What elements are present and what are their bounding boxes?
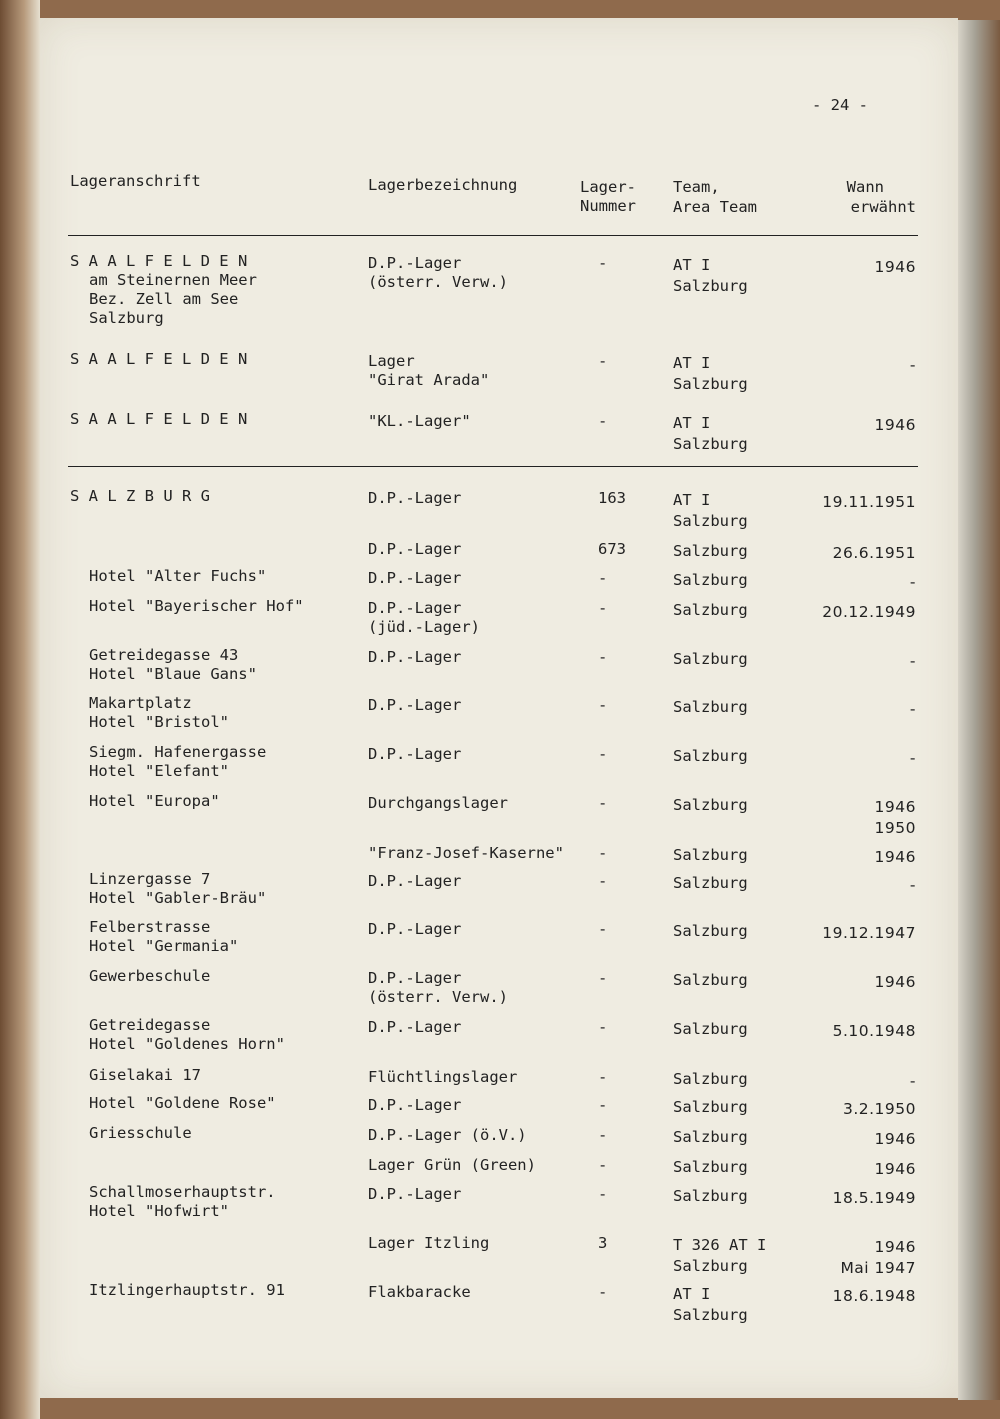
row-team-line2: Salzburg bbox=[673, 375, 748, 393]
row-address: Siegm. Hafenergasse bbox=[89, 743, 267, 761]
header-date-line1: Wann bbox=[846, 178, 884, 196]
page-number: - 24 - bbox=[812, 96, 868, 114]
row-address-line2: Hotel "Goldenes Horn" bbox=[89, 1035, 285, 1053]
row-date: 18.5.1949 bbox=[832, 1189, 916, 1207]
row-designation: D.P.-Lager bbox=[368, 254, 462, 272]
row-address: Hotel "Alter Fuchs" bbox=[89, 567, 267, 585]
row-address-line3: Bez. Zell am See bbox=[89, 290, 239, 308]
row-camp-number: - bbox=[598, 569, 608, 587]
row-date: 1946 bbox=[874, 1238, 916, 1256]
row-team: AT I bbox=[673, 1285, 711, 1303]
row-team: Salzburg bbox=[673, 971, 748, 989]
row-address: S A A L F E L D E N bbox=[70, 252, 248, 270]
row-designation: "Franz-Josef-Kaserne" bbox=[368, 844, 564, 862]
row-address: Gewerbeschule bbox=[89, 967, 211, 985]
row-camp-number: - bbox=[598, 599, 608, 617]
row-camp-number: - bbox=[598, 648, 608, 666]
row-team: Salzburg bbox=[673, 1158, 748, 1176]
row-address: Makartplatz bbox=[89, 694, 192, 712]
row-camp-number: - bbox=[598, 1068, 608, 1086]
row-address: Schallmoserhauptstr. bbox=[89, 1183, 276, 1201]
row-team-line2: Salzburg bbox=[673, 1306, 748, 1324]
row-designation: D.P.-Lager bbox=[368, 696, 462, 714]
row-team: Salzburg bbox=[673, 542, 748, 560]
row-camp-number: - bbox=[598, 1283, 608, 1301]
row-designation: D.P.-Lager bbox=[368, 648, 462, 666]
row-designation: Flüchtlingslager bbox=[368, 1068, 518, 1086]
row-date: 3.2.1950 bbox=[842, 1100, 916, 1118]
row-designation: D.P.-Lager bbox=[368, 969, 462, 987]
row-camp-number: - bbox=[598, 969, 608, 987]
row-date: 1946 bbox=[874, 416, 916, 434]
row-designation: D.P.-Lager (ö.V.) bbox=[368, 1126, 527, 1144]
row-camp-number: 673 bbox=[598, 540, 626, 558]
row-date: - bbox=[909, 573, 916, 591]
row-designation: D.P.-Lager bbox=[368, 1018, 462, 1036]
row-date: 1946 bbox=[874, 258, 916, 276]
row-designation: Lager Grün (Green) bbox=[368, 1156, 536, 1174]
row-designation: D.P.-Lager bbox=[368, 540, 462, 558]
row-address-line2: am Steinernen Meer bbox=[89, 271, 257, 289]
row-camp-number: - bbox=[598, 1156, 608, 1174]
row-camp-number: - bbox=[598, 745, 608, 763]
row-camp-number: 3 bbox=[598, 1234, 608, 1252]
row-camp-number: 163 bbox=[598, 489, 626, 507]
row-team: Salzburg bbox=[673, 874, 748, 892]
row-designation: D.P.-Lager bbox=[368, 872, 462, 890]
row-team-line2: Salzburg bbox=[673, 435, 748, 453]
row-date: 5.10.1948 bbox=[832, 1022, 916, 1040]
row-team: Salzburg bbox=[673, 698, 748, 716]
row-camp-number: - bbox=[598, 872, 608, 890]
row-date: - bbox=[909, 356, 916, 374]
row-designation: "KL.-Lager" bbox=[368, 412, 471, 430]
row-date: - bbox=[909, 700, 916, 718]
row-date: - bbox=[909, 749, 916, 767]
row-team: Salzburg bbox=[673, 650, 748, 668]
row-date: 1946 bbox=[874, 1160, 916, 1178]
row-date: - bbox=[909, 876, 916, 894]
row-camp-number: - bbox=[598, 1126, 608, 1144]
row-team: Salzburg bbox=[673, 1020, 748, 1038]
row-team: T 326 AT I bbox=[673, 1236, 767, 1254]
row-designation: D.P.-Lager bbox=[368, 1185, 462, 1203]
row-date: 1946 bbox=[874, 1130, 916, 1148]
row-date: 18.6.1948 bbox=[832, 1287, 916, 1305]
row-date: 1946 bbox=[874, 973, 916, 991]
page-edges bbox=[958, 20, 1000, 1400]
row-address-line2: Hotel "Gabler-Bräu" bbox=[89, 889, 267, 907]
row-designation: D.P.-Lager bbox=[368, 745, 462, 763]
row-camp-number: - bbox=[598, 1018, 608, 1036]
row-address-line2: Hotel "Germania" bbox=[89, 937, 239, 955]
row-team: Salzburg bbox=[673, 747, 748, 765]
row-designation: D.P.-Lager bbox=[368, 489, 462, 507]
row-team: AT I bbox=[673, 354, 711, 372]
row-camp-number: - bbox=[598, 1185, 608, 1203]
row-address: Getreidegasse bbox=[89, 1016, 211, 1034]
row-team: Salzburg bbox=[673, 1187, 748, 1205]
row-designation: Durchgangslager bbox=[368, 794, 508, 812]
row-designation: D.P.-Lager bbox=[368, 599, 462, 617]
row-designation: D.P.-Lager bbox=[368, 569, 462, 587]
row-designation: D.P.-Lager bbox=[368, 1096, 462, 1114]
row-address: S A A L F E L D E N bbox=[70, 350, 248, 368]
row-address: Felberstrasse bbox=[89, 918, 211, 936]
row-camp-number: - bbox=[598, 352, 608, 370]
row-date-line2: Mai 1947 bbox=[840, 1259, 916, 1277]
row-team: Salzburg bbox=[673, 1128, 748, 1146]
row-camp-number: - bbox=[598, 844, 608, 862]
row-address: Griesschule bbox=[89, 1124, 192, 1142]
row-address: Linzergasse 7 bbox=[89, 870, 211, 888]
row-team-line2: Salzburg bbox=[673, 1257, 748, 1275]
row-designation: Lager bbox=[368, 352, 415, 370]
header-team-line1: Team, bbox=[673, 178, 720, 196]
row-team: AT I bbox=[673, 256, 711, 274]
header-rule bbox=[68, 235, 918, 236]
row-team: Salzburg bbox=[673, 571, 748, 589]
row-address: Hotel "Europa" bbox=[89, 792, 220, 810]
row-date: - bbox=[909, 1072, 916, 1090]
row-team: Salzburg bbox=[673, 1070, 748, 1088]
row-address: Itzlingerhauptstr. 91 bbox=[89, 1281, 285, 1299]
row-address-line2: Hotel "Blaue Gans" bbox=[89, 665, 257, 683]
row-designation-line2: (österr. Verw.) bbox=[368, 988, 508, 1006]
row-team: Salzburg bbox=[673, 1098, 748, 1116]
row-team: Salzburg bbox=[673, 601, 748, 619]
row-address: Giselakai 17 bbox=[89, 1066, 201, 1084]
row-date: 19.12.1947 bbox=[822, 924, 916, 942]
header-address: Lageranschrift bbox=[70, 172, 201, 190]
row-camp-number: - bbox=[598, 254, 608, 272]
row-designation-line2: "Girat Arada" bbox=[368, 371, 490, 389]
row-date-line2: 1950 bbox=[874, 819, 916, 837]
header-team-line2: Area Team bbox=[673, 198, 757, 216]
row-address: S A L Z B U R G bbox=[70, 487, 210, 505]
row-date: 1946 bbox=[874, 798, 916, 816]
row-designation-line2: (jüd.-Lager) bbox=[368, 618, 480, 636]
row-address: S A A L F E L D E N bbox=[70, 410, 248, 428]
row-camp-number: - bbox=[598, 920, 608, 938]
row-date: - bbox=[909, 652, 916, 670]
header-designation: Lagerbezeichnung bbox=[368, 176, 518, 194]
row-date: 19.11.1951 bbox=[822, 493, 916, 511]
row-team: Salzburg bbox=[673, 796, 748, 814]
row-team-line2: Salzburg bbox=[673, 512, 748, 530]
row-team: Salzburg bbox=[673, 846, 748, 864]
row-camp-number: - bbox=[598, 794, 608, 812]
row-address-line2: Hotel "Hofwirt" bbox=[89, 1202, 229, 1220]
header-date-line2: erwähnt bbox=[850, 198, 916, 216]
row-designation-line2: (österr. Verw.) bbox=[368, 273, 508, 291]
row-address: Getreidegasse 43 bbox=[89, 646, 239, 664]
row-camp-number: - bbox=[598, 696, 608, 714]
row-address-line2: Hotel "Bristol" bbox=[89, 713, 229, 731]
row-designation: Lager Itzling bbox=[368, 1234, 490, 1252]
row-camp-number: - bbox=[598, 1096, 608, 1114]
row-team: Salzburg bbox=[673, 922, 748, 940]
row-camp-number: - bbox=[598, 412, 608, 430]
row-address-line2: Hotel "Elefant" bbox=[89, 762, 229, 780]
section-rule bbox=[68, 466, 918, 467]
row-address-line4: Salzburg bbox=[89, 309, 164, 327]
row-date: 26.6.1951 bbox=[832, 544, 916, 562]
row-team: AT I bbox=[673, 414, 711, 432]
row-address: Hotel "Bayerischer Hof" bbox=[89, 597, 304, 615]
row-team: AT I bbox=[673, 491, 711, 509]
row-designation: Flakbaracke bbox=[368, 1283, 471, 1301]
header-number-line2: Nummer bbox=[580, 197, 636, 215]
row-team-line2: Salzburg bbox=[673, 277, 748, 295]
header-number-line1: Lager- bbox=[580, 178, 636, 196]
row-designation: D.P.-Lager bbox=[368, 920, 462, 938]
row-date: 1946 bbox=[874, 848, 916, 866]
row-address: Hotel "Goldene Rose" bbox=[89, 1094, 276, 1112]
row-date: 20.12.1949 bbox=[822, 603, 916, 621]
book-spine bbox=[0, 0, 40, 1419]
